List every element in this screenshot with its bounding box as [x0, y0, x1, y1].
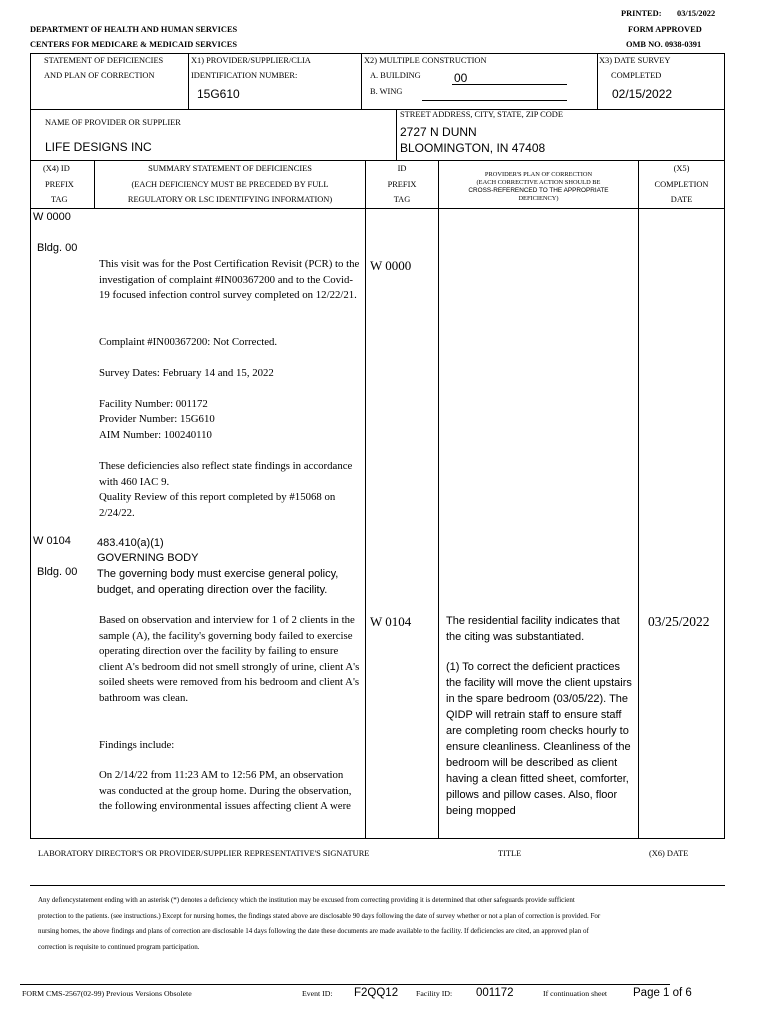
- department-title: DEPARTMENT OF HEALTH AND HUMAN SERVICES: [30, 25, 238, 34]
- id-header-2: PREFIX: [387, 180, 417, 189]
- building-tag: Bldg. 00: [37, 566, 78, 578]
- wing-label: B. WING: [370, 87, 403, 96]
- plan-header-2: (EACH CORRECTIVE ACTION SHOULD BE: [476, 179, 601, 186]
- printed-date: 03/15/2022: [677, 9, 716, 18]
- building-label: A. BUILDING: [370, 71, 421, 80]
- provider-name-label: NAME OF PROVIDER OR SUPPLIER: [45, 118, 181, 127]
- regulation-code: 483.410(a)(1): [97, 537, 164, 549]
- event-id-value: F2QQ12: [354, 987, 399, 999]
- x4-tag-label: TAG: [51, 195, 68, 204]
- provider-name-value: LIFE DESIGNS INC: [45, 140, 152, 154]
- event-id-label: Event ID:: [302, 989, 333, 998]
- summary-header-2: (EACH DEFICIENCY MUST BE PRECEDED BY FULL: [131, 180, 329, 189]
- plan-header-3: CROSS-REFERENCED TO THE APPROPRIATE: [468, 187, 609, 194]
- quality-review: Quality Review of this report completed by #15068 on 2/24/22.: [99, 491, 336, 519]
- id-tag-w0000: W 0000: [370, 258, 412, 273]
- omb-number: OMB NO. 0938-0391: [626, 40, 702, 49]
- address-line-2: BLOOMINGTON, IN 47408: [400, 141, 546, 155]
- prefix-tag-w0000: W 0000: [33, 211, 71, 223]
- statement-label-2: AND PLAN OF CORRECTION: [44, 71, 155, 80]
- x4-id-label: (X4) ID: [43, 164, 70, 173]
- x3-label-2: COMPLETED: [611, 71, 662, 80]
- signature-label: LABORATORY DIRECTOR'S OR PROVIDER/SUPPLIER REPRESENTATIVE'S SIGNATURE: [38, 849, 370, 858]
- form-number: FORM CMS-2567(02-99) Previous Versions Obsolete: [22, 989, 192, 998]
- title-label: TITLE: [498, 849, 522, 858]
- plan-header-1: PROVIDER'S PLAN OF CORRECTION: [484, 171, 593, 178]
- survey-dates: Survey Dates: February 14 and 15, 2022: [99, 367, 274, 379]
- id-tag-w0104: W 0104: [370, 614, 412, 629]
- statement-label-1: STATEMENT OF DEFICIENCIES: [44, 56, 164, 65]
- form-approved: FORM APPROVED: [628, 25, 702, 34]
- address-label: STREET ADDRESS, CITY, STATE, ZIP CODE: [400, 110, 563, 119]
- x5-header-1: (X5): [673, 164, 690, 173]
- disclaimer-text: Any defiencystatement ending with an asterisk (*) denotes a deficiency which the institution may be excused from correcting providing it is determined that other safeguards provide sufficient protection to the patients. (see instructions.) Except for nursing homes, the findings stated above are disclosable 90 days following the date of survey whether or not a plan of correction is provided. For nursing homes, the above findings and plans of correction are disclosable 14 days following the date these documents are made available to the facility. If deficiencies are cited, an approved plan of correction is requisite to continued program participation.: [38, 896, 601, 951]
- building-value: 00: [454, 71, 468, 85]
- address-line-1: 2727 N DUNN: [400, 125, 477, 139]
- observation-text: On 2/14/22 from 11:23 AM to 12:56 PM, an observation was conducted at the group home. During the observation, the following environmental issues affecting client A were: [99, 769, 352, 813]
- regulation-text: The governing body must exercise general policy, budget, and operating direction over the facility.: [97, 568, 339, 596]
- plan-header-4: DEFICIENCY): [518, 195, 559, 202]
- printed-label: PRINTED:: [621, 9, 662, 18]
- continuation-label: If continuation sheet: [543, 989, 608, 998]
- regulation-title: GOVERNING BODY: [97, 552, 199, 564]
- building-tag: Bldg. 00: [37, 242, 78, 254]
- x3-label-1: X3) DATE SURVEY: [599, 56, 671, 65]
- summary-header-3: REGULATORY OR LSC IDENTIFYING INFORMATION): [127, 195, 333, 204]
- provider-number: Provider Number: 15G610: [99, 413, 215, 425]
- summary-visit-text: This visit was for the Post Certification Revisit (PCR) to the investigation of complaint #IN00367200 and to the Covid-19 focused infection control survey completed on 12/22/21.: [99, 258, 360, 302]
- state-findings: These deficiencies also reflect state findings in accordance with 460 IAC 9.: [99, 460, 353, 488]
- facility-number: Facility Number: 001172: [99, 398, 208, 410]
- x5-header-2: COMPLETION: [654, 180, 709, 189]
- findings-include: Findings include:: [99, 739, 175, 751]
- x1-label-1: X1) PROVIDER/SUPPLIER/CLIA: [191, 56, 311, 65]
- page-number: Page 1 of 6: [633, 987, 692, 999]
- plan-substantiated: The residential facility indicates that the citing was substantiated.: [446, 615, 620, 643]
- x2-label: X2) MULTIPLE CONSTRUCTION: [364, 56, 487, 65]
- complaint-status: Complaint #IN00367200: Not Corrected.: [99, 336, 278, 348]
- summary-header-1: SUMMARY STATEMENT OF DEFICIENCIES: [148, 164, 312, 173]
- survey-completed-date: 02/15/2022: [612, 87, 673, 101]
- based-on-text: Based on observation and interview for 1 of 2 clients in the sample (A), the facility's governing body failed to exercise operating direction over the facility by failing to ensure client A's bedroom did not smell strongly of urine, client A's soiled sheets were removed from his bedroom and client A's bathroom was clean.: [99, 614, 360, 704]
- x1-label-2: IDENTIFICATION NUMBER:: [191, 71, 298, 80]
- x6-date-label: (X6) DATE: [649, 849, 689, 858]
- id-header-3: TAG: [393, 195, 411, 204]
- prefix-tag-w0104: W 0104: [33, 535, 71, 547]
- centers-title: CENTERS FOR MEDICARE & MEDICAID SERVICES: [30, 40, 238, 49]
- id-header-1: ID: [397, 164, 407, 173]
- plan-correction-text: (1) To correct the deficient practices the facility will move the client upstairs in the spare bedroom (03/05/22). The QIDP will retrain staff to ensure staff are completing room checks hourly to ensure cleanliness. Cleanliness of the bedroom will be described as client having a clean fitted sheet, comforter, pillows and pillow cases. Also, floor being mopped: [446, 661, 632, 817]
- completion-date: 03/25/2022: [648, 614, 710, 629]
- facility-id-value: 001172: [476, 987, 514, 999]
- aim-number: AIM Number: 100240110: [99, 429, 212, 441]
- x4-prefix-label: PREFIX: [45, 180, 74, 189]
- x5-header-3: DATE: [670, 195, 693, 204]
- facility-id-label: Facility ID:: [416, 989, 453, 998]
- provider-id-value: 15G610: [197, 87, 240, 101]
